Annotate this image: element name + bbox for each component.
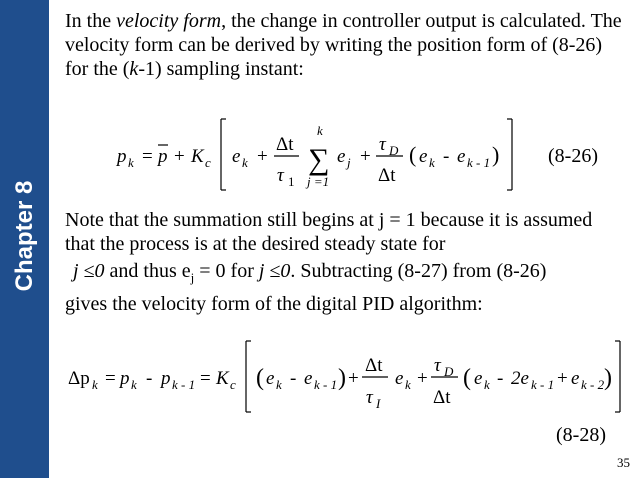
eq2-e-k-2-sub: k bbox=[405, 377, 411, 392]
intro-text-b: , the change in controller output is calculated. The velocity form can be derived by writing the position form of (8-26) for the ( bbox=[65, 10, 622, 80]
eq2-e-k-2-term: e bbox=[571, 368, 580, 389]
eq2-rparen-2: ) bbox=[604, 365, 612, 391]
eq1-plus-3: + bbox=[360, 146, 371, 167]
eq2-minus-2: - bbox=[290, 368, 297, 389]
eq2-e-k-3-sub: k bbox=[484, 377, 490, 392]
eq1-tau-sub-D: D bbox=[389, 143, 399, 158]
eq1-p: p bbox=[117, 146, 127, 167]
note-line-3-sub: j bbox=[190, 270, 195, 285]
eq1-e-k: e bbox=[232, 146, 241, 167]
eq2-plus-3: + bbox=[557, 368, 568, 389]
note-line-2: that the process is at the desired steady state for bbox=[65, 233, 446, 255]
eq1-sum-upper: k bbox=[317, 123, 323, 138]
eq2-p-k-1: p bbox=[161, 368, 171, 389]
eq1-delta-t-1: Δt bbox=[276, 134, 294, 155]
equation-number-8-28: (8-28) bbox=[556, 424, 606, 446]
eq2-tau-sub-I: I bbox=[376, 396, 381, 411]
eq1-tau-sub-1: 1 bbox=[288, 174, 295, 189]
eq1-delta-t-2: Δt bbox=[378, 165, 396, 186]
eq2-K-sub-c: c bbox=[230, 377, 236, 392]
eq2-e-k-1: e bbox=[304, 368, 313, 389]
eq2-p-k: p bbox=[120, 368, 130, 389]
note-line-3-text-a: and thus e bbox=[104, 260, 191, 282]
eq2-p-k-sub: k bbox=[131, 377, 137, 392]
eq2-lparen-1: ( bbox=[256, 365, 264, 391]
eq2-minus-1: - bbox=[146, 368, 153, 389]
eq2-e-k-sub: k bbox=[276, 377, 282, 392]
eq2-delta-t-1: Δt bbox=[365, 355, 383, 376]
eq1-minus: - bbox=[443, 146, 450, 167]
eq1-tau-1: τ bbox=[277, 165, 284, 186]
eq2-lparen-2: ( bbox=[463, 365, 471, 391]
equation-number-8-26: (8-26) bbox=[548, 145, 598, 167]
eq1-plus-2: + bbox=[257, 146, 268, 167]
eq1-e-k-2: e bbox=[419, 146, 428, 167]
eq2-equals-2: = bbox=[200, 368, 211, 389]
intro-emphasis-velocity-form: velocity form bbox=[116, 10, 222, 32]
eq2-rparen-1: ) bbox=[338, 365, 346, 391]
eq1-e-k-sub: k bbox=[242, 155, 248, 170]
eq2-tau-I: τ bbox=[366, 387, 373, 408]
eq1-K-sub-c: c bbox=[205, 155, 211, 170]
eq2-2e-k-1-sub: k - 1 bbox=[531, 377, 555, 392]
eq2-delta-p-sub: k bbox=[92, 377, 98, 392]
eq2-plus-1: + bbox=[348, 368, 359, 389]
eq1-p-sub-k: k bbox=[128, 155, 134, 170]
note-line-3-condition-2: j ≤0 bbox=[258, 260, 291, 282]
eq1-sigma: ∑ bbox=[308, 143, 330, 176]
note-line-3-text-b: = 0 for bbox=[194, 260, 259, 282]
eq1-lparen: ( bbox=[409, 142, 417, 167]
eq2-e-k-1-sub: k - 1 bbox=[314, 377, 338, 392]
eq1-K: K bbox=[191, 146, 204, 167]
eq1-rparen: ) bbox=[492, 142, 500, 167]
eq1-tau-D: τ bbox=[379, 134, 386, 155]
intro-text-c: -1) sampling instant: bbox=[138, 58, 304, 80]
note-line-4: gives the velocity form of the digital PID algorithm: bbox=[65, 293, 483, 315]
eq2-delta-t-2: Δt bbox=[433, 387, 451, 408]
eq1-pbar: p bbox=[158, 146, 168, 167]
eq1-e-k-2-sub: k bbox=[429, 155, 435, 170]
eq2-e-k-3: e bbox=[474, 368, 483, 389]
eq2-equals-1: = bbox=[105, 368, 116, 389]
chapter-label: Chapter 8 bbox=[11, 180, 38, 292]
note-line-3-condition-1: j ≤0 bbox=[73, 260, 105, 282]
eq1-e-j: e bbox=[337, 146, 346, 167]
eq2-tau-sub-D: D bbox=[444, 364, 454, 379]
eq2-e-k-2: e bbox=[395, 368, 404, 389]
intro-text-a: In the bbox=[65, 10, 117, 32]
eq1-e-j-sub: j bbox=[347, 155, 351, 170]
page-number: 35 bbox=[617, 455, 630, 470]
note-line-1: Note that the summation still begins at j = 1 because it is assumed bbox=[65, 209, 593, 231]
eq1-plus-1: + bbox=[174, 146, 185, 167]
eq2-e-k-2-term-sub: k - 2 bbox=[581, 377, 605, 392]
eq1-e-k-1: e bbox=[457, 146, 466, 167]
eq1-equals: = bbox=[142, 146, 153, 167]
eq1-sum-lower: j =1 bbox=[307, 174, 330, 189]
eq2-p-k-1-sub: k - 1 bbox=[172, 377, 196, 392]
eq2-plus-2: + bbox=[417, 368, 428, 389]
eq1-e-k-1-sub: k - 1 bbox=[467, 155, 491, 170]
intro-emphasis-k: k bbox=[129, 58, 139, 80]
eq2-delta-p: Δp bbox=[68, 368, 90, 389]
eq2-2e-k-1: 2e bbox=[511, 368, 529, 389]
note-line-3-text-c: . Subtracting (8-27) from (8-26) bbox=[290, 260, 547, 282]
eq2-K: K bbox=[216, 368, 229, 389]
eq2-minus-3: - bbox=[497, 368, 504, 389]
eq2-tau-D: τ bbox=[434, 355, 441, 376]
eq2-e-k: e bbox=[266, 368, 275, 389]
